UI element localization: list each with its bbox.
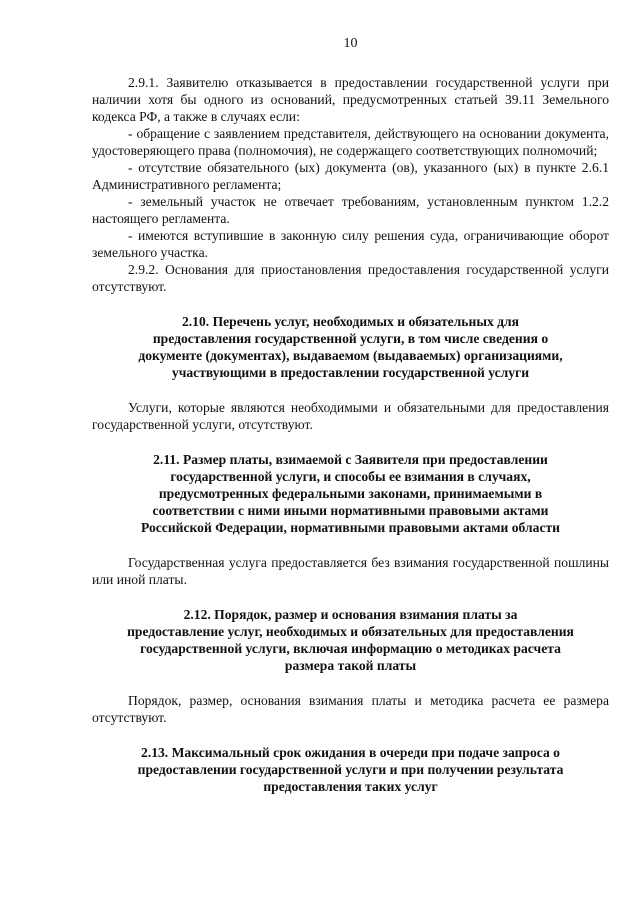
heading-line: государственной услуги, включая информацию о методиках расчета xyxy=(140,641,561,656)
heading-line: 2.11. Размер платы, взимаемой с Заявителя при предоставлении xyxy=(153,452,548,467)
heading-line: 2.13. Максимальный срок ожидания в очереди при подаче запроса о xyxy=(141,745,560,760)
heading-line: 2.12. Порядок, размер и основания взимания платы за xyxy=(183,607,518,622)
heading-line: предусмотренных федеральными законами, принимаемыми в xyxy=(158,486,543,501)
clause-2-9-item-2: - отсутствие обязательного (ых) документа (ов), указанного (ых) в пункте 2.6.1 Административного регламента; xyxy=(92,160,609,192)
heading-line: участвующими в предоставлении государственной услуги xyxy=(171,365,530,380)
heading-line: предоставления государственной услуги, в том числе сведения о xyxy=(152,331,549,346)
section-2-12-body: Порядок, размер, основания взимания платы и методика расчета ее размера отсутствуют. xyxy=(92,693,609,725)
section-2-12-heading xyxy=(92,606,609,674)
section-2-11-heading xyxy=(92,451,609,536)
heading-line: соответствии с ними иными нормативными правовыми актами xyxy=(152,503,549,518)
clause-2-9-1: 2.9.1. Заявителю отказывается в предоставлении государственной услуги при наличии хотя бы одного из оснований, предусмотренных статьей 39.11 Земельного кодекса РФ, а также в случаях если: xyxy=(92,75,609,124)
section-2-11-body: Государственная услуга предоставляется без взимания государственной пошлины или иной платы. xyxy=(92,555,609,587)
heading-line: предоставление услуг, необходимых и обязательных для предоставления xyxy=(127,624,574,639)
section-2-12 xyxy=(92,606,609,726)
clause-2-9 xyxy=(92,74,609,295)
clause-2-9-item-1: - обращение с заявлением представителя, действующего на основании документа, удостоверяющего права (полномочия), не содержащего соответствующих полномочий; xyxy=(92,126,609,158)
clause-2-9-2: 2.9.2. Основания для приостановления предоставления государственной услуги отсутствуют. xyxy=(92,262,609,294)
section-2-10-heading xyxy=(92,313,609,381)
section-2-10-body: Услуги, которые являются необходимыми и обязательными для предоставления государственной услуги, отсутствуют. xyxy=(92,400,609,432)
heading-line: предоставления таких услуг xyxy=(263,779,438,794)
section-2-13-heading xyxy=(92,744,609,795)
heading-line: государственной услуги, и способы ее взимания в случаях, xyxy=(170,469,531,484)
section-2-11 xyxy=(92,451,609,588)
page-number: 10 xyxy=(343,36,358,51)
section-2-13 xyxy=(92,744,609,795)
clause-2-9-item-3: - земельный участок не отвечает требованиям, установленным пунктом 1.2.2 настоящего регламента. xyxy=(92,194,609,226)
heading-line: размера такой платы xyxy=(284,658,417,673)
heading-line: документе (документах), выдаваемом (выдаваемых) организациями, xyxy=(138,348,563,363)
heading-line: 2.10. Перечень услуг, необходимых и обязательных для xyxy=(181,314,519,329)
heading-line: Российской Федерации, нормативными правовыми актами области xyxy=(140,520,560,535)
clause-2-9-item-4: - имеются вступившие в законную силу решения суда, ограничивающие оборот земельного участка. xyxy=(92,228,609,260)
heading-line: предоставлении государственной услуги и при получении результата xyxy=(137,762,564,777)
section-2-10 xyxy=(92,313,609,433)
